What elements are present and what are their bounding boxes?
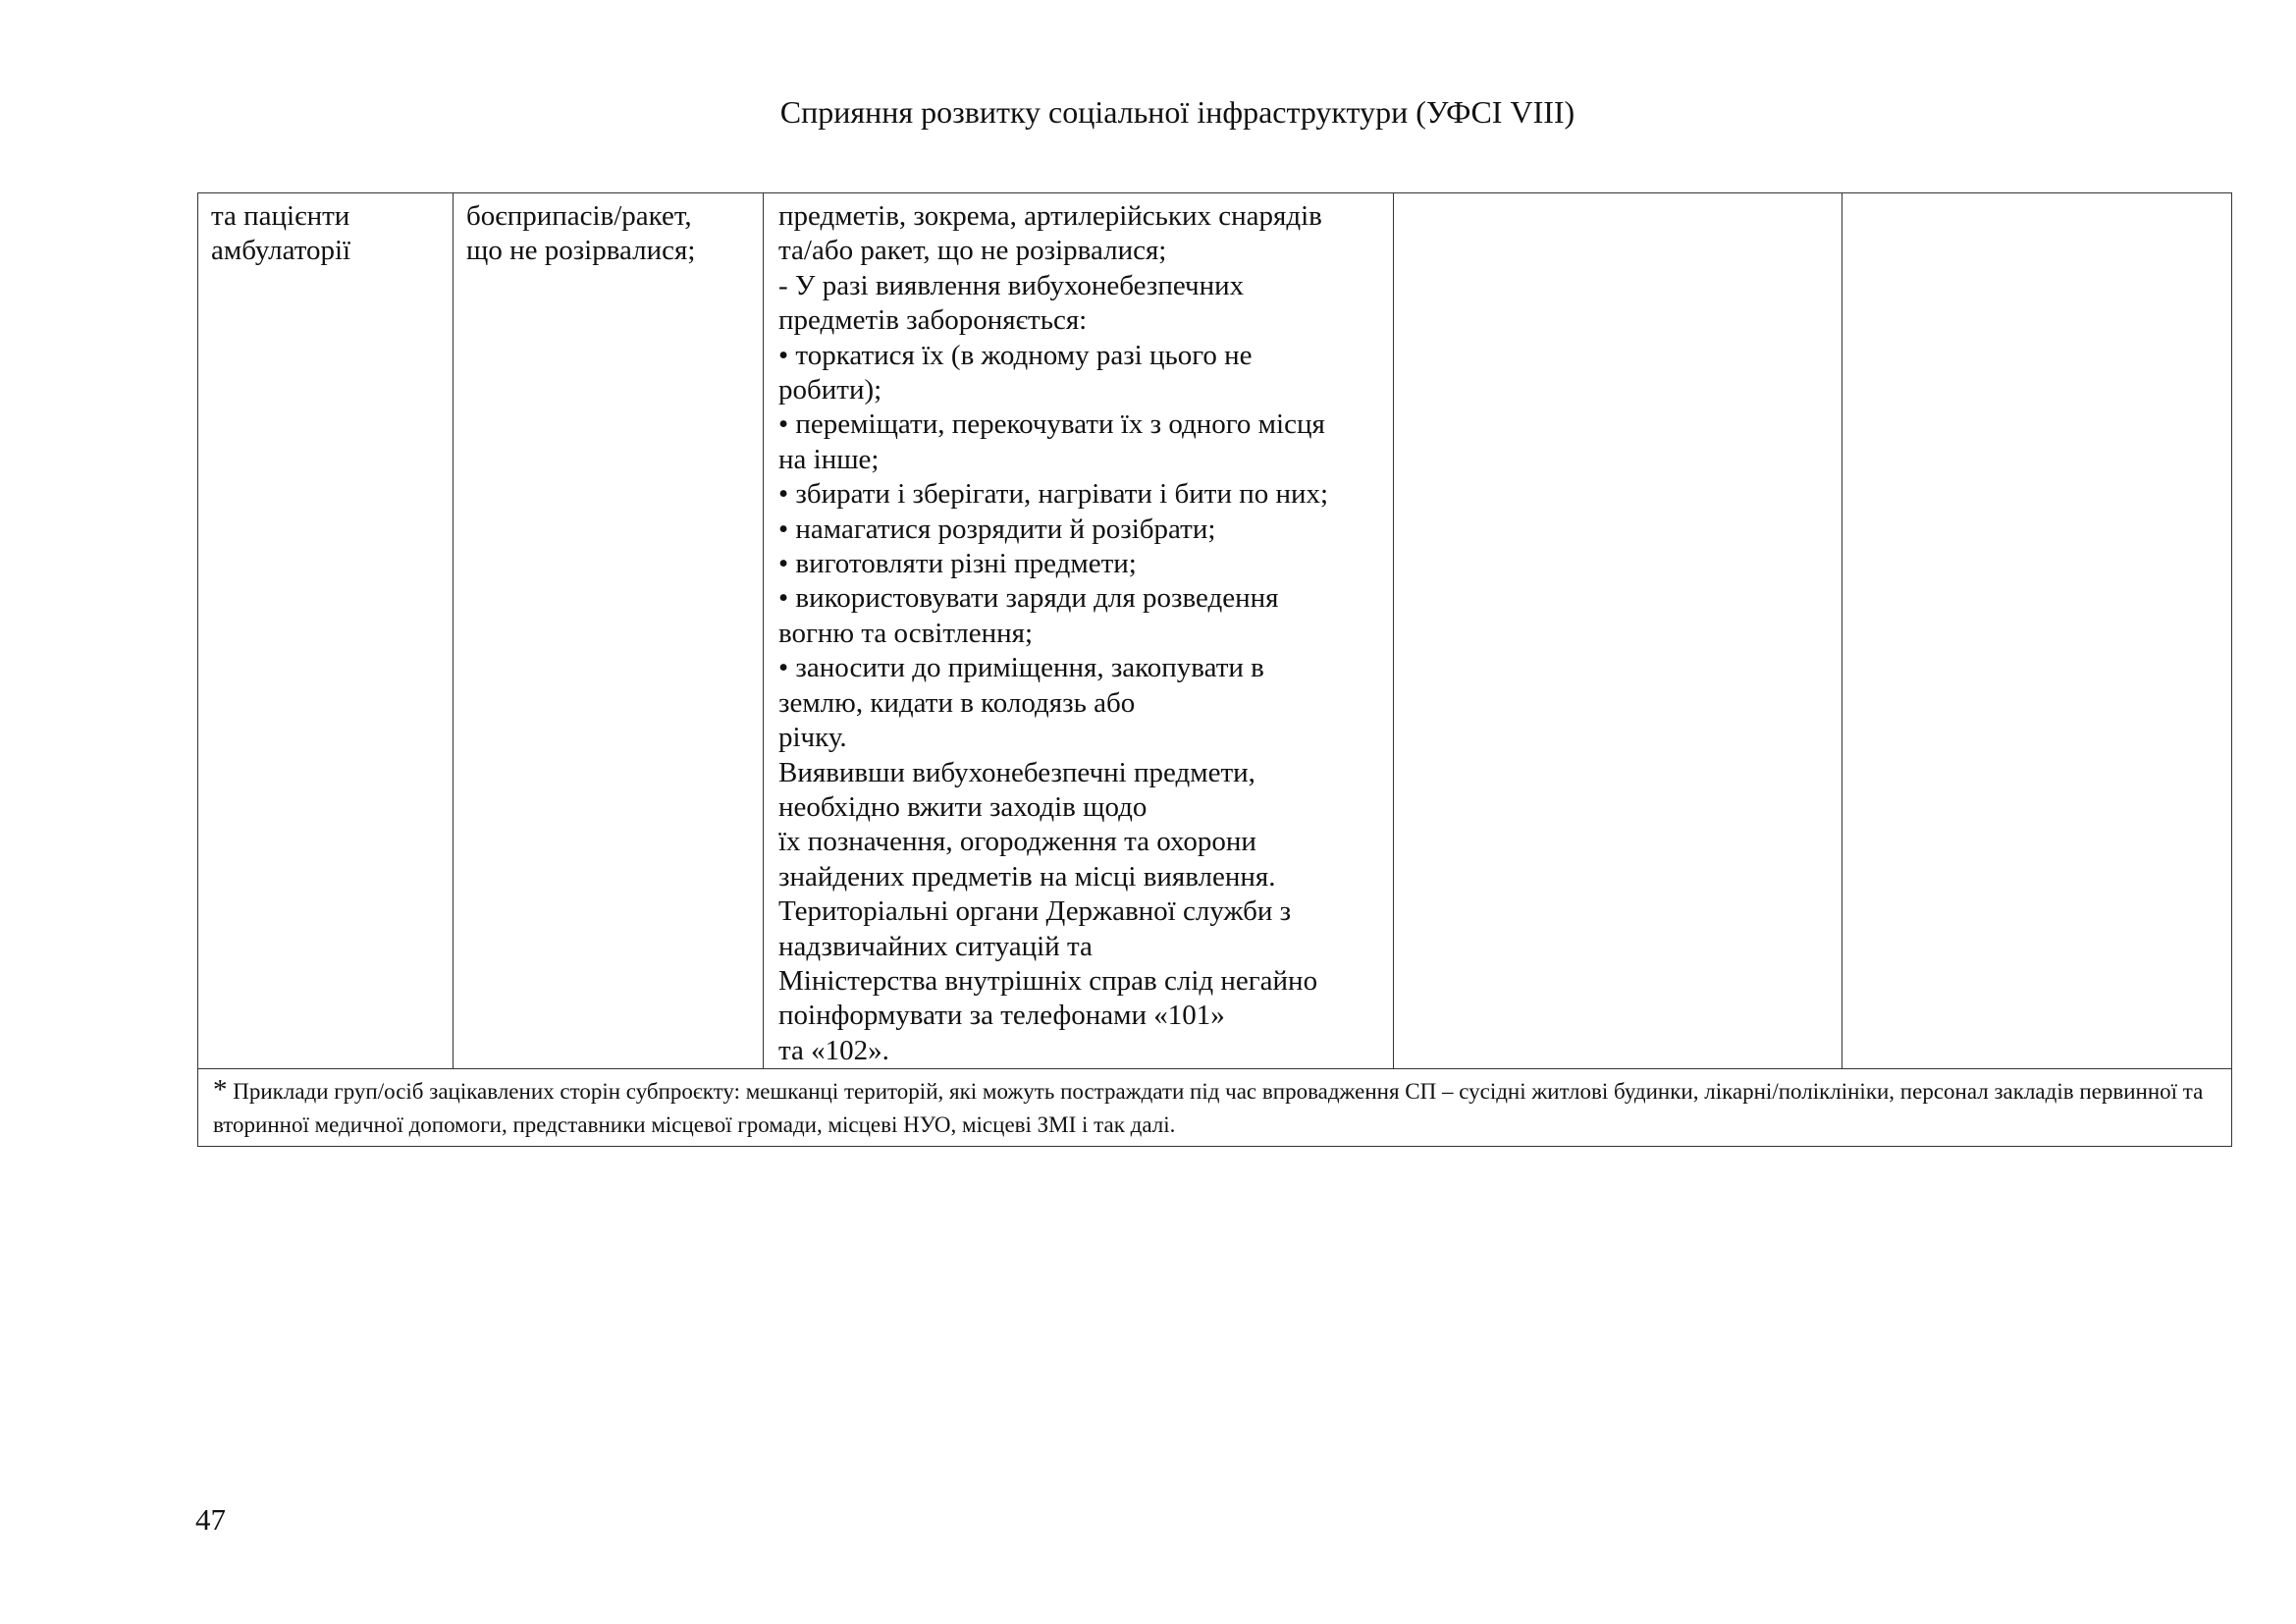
- cell-line: землю, кидати в колодязь або: [778, 686, 1136, 719]
- empty-cell: [1394, 193, 1842, 1069]
- measures-cell: [764, 193, 1394, 1069]
- cell-line: - У разі виявлення вибухонебезпечних: [778, 269, 1245, 301]
- cell-line: • збирати і зберігати, нагрівати і бити по них;: [778, 478, 1329, 511]
- cell-line: поінформувати за телефонами «101»: [778, 1000, 1225, 1032]
- cell-line: їх позначення, огородження та охорони: [778, 826, 1256, 858]
- cell-line: • намагатися розрядити й розібрати;: [778, 513, 1216, 545]
- cell-line: та/або ракет, що не розірвалися;: [778, 235, 1167, 267]
- cell-line: • переміщати, перекочувати їх з одного місця: [778, 408, 1325, 441]
- cell-line: • торкатися їх (в жодному разі цього не: [778, 339, 1253, 371]
- cell-line: амбулаторії: [211, 235, 351, 267]
- footnote-marker: *: [213, 1074, 228, 1107]
- cell-line: Міністерства внутрішніх справ слід негайно: [778, 964, 1318, 997]
- stakeholder-cell: [198, 193, 454, 1069]
- table-row: [198, 193, 2232, 1069]
- cell-line: знайдених предметів на місці виявлення.: [778, 860, 1276, 893]
- footnote-text: Приклади груп/осіб зацікавлених сторін субпроєкту: мешканці територій, які можуть постраждати під час впровадження СП – сусідні житлові будинки, лікарні/поліклініки, персонал закладів первинної та вторинної медичної допомоги, представники місцевої громади, місцеві НУО, місцеві ЗМІ і так далі.: [213, 1079, 2204, 1138]
- footnote-row: [198, 1069, 2232, 1147]
- page-header-title: Сприяння розвитку соціальної інфраструктури (УФСІ VIII): [779, 94, 1575, 130]
- measures-table: [197, 192, 2232, 1147]
- cell-line: надзвичайних ситуацій та: [778, 930, 1093, 962]
- cell-line: необхідно вжити заходів щодо: [778, 790, 1148, 823]
- cell-line: що не розірвалися;: [466, 235, 696, 267]
- cell-line: боєприпасів/ракет,: [466, 200, 692, 232]
- cell-line: Виявивши вибухонебезпечні предмети,: [778, 756, 1255, 788]
- page-number: 47: [195, 1502, 226, 1537]
- cell-line: вогню та освітлення;: [778, 617, 1034, 649]
- risk-cell: [454, 193, 764, 1069]
- footnote-cell: [198, 1069, 2232, 1147]
- cell-line: Територіальні органи Державної служби з: [778, 895, 1292, 928]
- empty-cell: [1842, 193, 2232, 1069]
- cell-line: робити);: [778, 374, 882, 406]
- cell-line: та «102».: [778, 1034, 889, 1066]
- cell-line: • використовувати заряди для розведення: [778, 582, 1279, 615]
- cell-line: предметів, зокрема, артилерійських снарядів: [778, 200, 1322, 232]
- cell-line: предметів забороняється:: [778, 304, 1088, 337]
- cell-line: та пацієнти: [211, 200, 350, 232]
- cell-line: • заносити до приміщення, закопувати в: [778, 652, 1264, 684]
- cell-line: на інше;: [778, 443, 880, 475]
- cell-line: річку.: [778, 722, 847, 754]
- cell-line: • виготовляти різні предмети;: [778, 548, 1137, 580]
